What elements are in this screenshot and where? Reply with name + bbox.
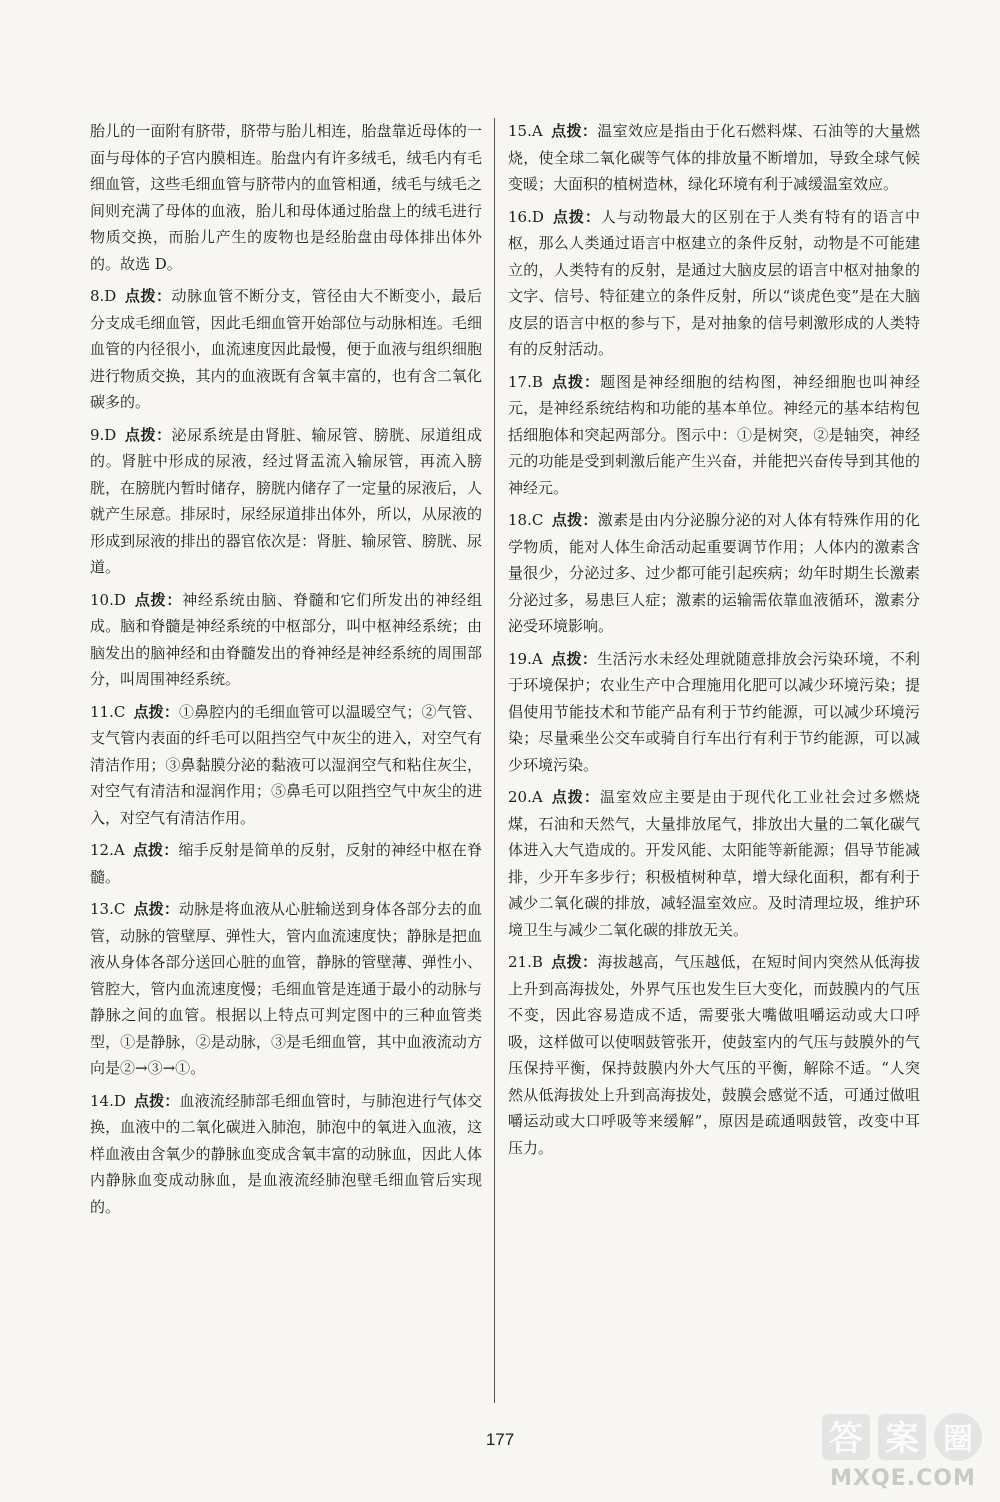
answer-explanation: 动脉血管不断分支，管径由大不断变小，最后分支成毛细血管，因此毛细血管开始部位与动脉相连。毛细血管的内径很小，血流速度因此最慢，便于血液与组织细胞进行物质交换，其内的血液既有含氧丰富的，也有含二氧化碳多的。 [90, 287, 482, 411]
hint-label: 点拨： [550, 649, 598, 668]
answer-explanation: 血液流经肺部毛细血管时，与肺泡进行气体交换，血液中的二氧化碳进入肺泡，肺泡中的氧进入血液，这样血液由含氧少的静脉血变成含氧丰富的动脉血，因此人体内静脉血变成动脉血，是血液流经肺泡壁毛细血管后实现的。 [90, 1091, 482, 1216]
hint-label: 点拨： [133, 1091, 180, 1110]
hint-label: 点拨： [550, 122, 598, 140]
answer-number: 8.D [90, 287, 117, 305]
answer-number: 12.A [90, 841, 125, 859]
answer-explanation: 温室效应主要是由于现代化工业社会过多燃烧煤，石油和天然气，大量排放尾气，排放出大量的二氧化碳气体进入大气造成的。开发风能、太阳能等新能源；倡导节能减排，少开车多步行；积极植树种草，增大绿化面积，都有利于减少二氧化碳的排放，减轻温室效应。及时清理垃圾，维护环境卫生与减少二氧化碳的排放无关。 [508, 788, 920, 939]
watermark-url: MXQE.COM [830, 1466, 976, 1491]
answer-explanation: 生活污水未经处理就随意排放会污染环境，不利于环境保护；农业生产中合理施用化肥可以减少环境污染；提倡使用节能技术和节能产品有利于节约能源，可以减少环境污染；尽量乘坐公交车或骑自行车出行有利于节约能源，可以减少环境污染。 [508, 649, 920, 774]
answer-item [508, 507, 920, 640]
answer-number: 18.C [508, 511, 544, 529]
continuation-paragraph: 胎儿的一面附有脐带，脐带与胎儿相连，胎盘靠近母体的一面与母体的子宫内膜相连。胎盘内有许多绒毛，绒毛内有毛细血管，这些毛细血管与脐带内的血管相通，绒毛与绒毛之间则充满了母体的血液，胎儿和母体通过胎盘上的绒毛进行物质交换，而胎儿产生的废物也是经胎盘由母体排出体外的。故选 D。 [90, 122, 482, 273]
answer-number: 19.A [508, 649, 543, 668]
answer-item [508, 646, 920, 779]
answer-item [90, 699, 482, 832]
hint-label: 点拨： [550, 953, 598, 971]
answer-number: 10.D [90, 590, 126, 609]
answer-number: 14.D [90, 1091, 126, 1110]
answer-item [90, 837, 482, 890]
answer-item [508, 204, 920, 363]
watermark [818, 1408, 988, 1498]
right-column [508, 118, 920, 1167]
left-answer-list [90, 283, 482, 1220]
hint-label: 点拨： [551, 207, 601, 226]
answer-explanation: 温室效应是指由于化石燃料煤、石油等的大量燃烧，使全球二氧化碳等气体的排放量不断增加，导致全球气候变暖；大面积的植树造林，绿化环境有利于减缓温室效应。 [508, 122, 920, 193]
hint-label: 点拨： [550, 788, 600, 806]
column-divider [494, 118, 495, 1403]
answer-item [508, 118, 920, 198]
answer-item [90, 1088, 482, 1221]
answer-explanation: 泌尿系统是由肾脏、输尿管、膀胱、尿道组成的。肾脏中形成的尿液，经过肾盂流入输尿管，再流入膀胱，在膀胱内暂时储存，膀胱内储存了一定量的尿液后，人就产生尿意。排尿时，尿经尿道排出体外，所以，从尿液的形成到尿液的排出的器官依次是：肾脏、输尿管、膀胱、尿道。 [90, 425, 482, 576]
answer-number: 21.B [508, 953, 543, 971]
page-number: 177 [485, 1430, 515, 1449]
answer-number: 11.C [90, 702, 126, 721]
answer-item [90, 587, 482, 693]
answer-number: 9.D [90, 425, 117, 444]
svg-text:答: 答 [829, 1419, 863, 1459]
hint-label: 点拨： [133, 590, 183, 609]
answer-item [508, 369, 920, 502]
answer-item [508, 949, 920, 1161]
answer-item [90, 896, 482, 1082]
hint-label: 点拨： [124, 425, 172, 444]
svg-text:案: 案 [885, 1419, 919, 1459]
answer-explanation: 缩手反射是简单的反射，反射的神经中枢在脊髓。 [90, 841, 482, 886]
answer-explanation: ①鼻腔内的毛细血管可以温暖空气；②气管、支气管内表面的纤毛可以阻挡空气中灰尘的进入，对空气有清洁作用；③鼻黏膜分泌的黏液可以湿润空气和粘住灰尘，对空气有清洁和湿润作用；⑤鼻毛可以阻挡空气中灰尘的进入，对空气有清洁作用。 [90, 702, 482, 827]
watermark-logo [818, 1408, 988, 1468]
hint-label: 点拨： [133, 702, 179, 721]
svg-text:圈: 圈 [943, 1422, 973, 1457]
answer-item [90, 422, 482, 581]
answer-explanation: 人与动物最大的区别在于人类有特有的语言中枢，那么人类通过语言中枢建立的条件反射，动物是不可能建立的，人类特有的反射，是通过大脑皮层的语言中枢对抽象的文字、信号、特征建立的条件反射，所以“谈虎色变”是在大脑皮层的语言中枢的参与下，是对抽象的信号刺激形成的人类特有的反射活动。 [508, 207, 920, 358]
answer-number: 13.C [90, 900, 126, 918]
answer-explanation: 激素是由内分泌腺分泌的对人体有特殊作用的化学物质，能对人体生命活动起重要调节作用；人体内的激素含量很少，分泌过多、过少都可能引起疾病；幼年时期生长激素分泌过多，易患巨人症；激素的运输需依靠血液循环，激素分泌受环境影响。 [508, 511, 920, 635]
hint-label: 点拨： [550, 372, 601, 391]
answer-explanation: 动脉是将血液从心脏输送到身体各部分去的血管，动脉的管壁厚、弹性大，管内血流速度快；静脉是把血液从身体各部分送回心脏的血管，静脉的管壁薄、弹性小、管腔大，管内血流速度慢；毛细血管是连通于最小的动脉与静脉之间的血管。根据以上特点可判定图中的三种血管类型，①是静脉，②是动脉，③是毛细血管，其中血液流动方向是②→③→①。 [90, 900, 482, 1077]
answer-item [508, 784, 920, 943]
answer-explanation: 海拔越高，气压越低，在短时间内突然从低海拔上升到高海拔处，外界气压也发生巨大变化，而鼓膜内的气压不变，因此容易造成不适，需要张大嘴做咀嚼运动或大口呼吸，这样做可以使咽鼓管张开，使鼓室内的气压与鼓膜外的气压保持平衡，保持鼓膜内外大气压的平衡，解除不适。“人突然从低海拔处上升到高海拔处，鼓膜会感觉不适，可通过做咀嚼运动或大口呼吸等来缓解”，原因是疏通咽鼓管，改变中耳压力。 [508, 953, 920, 1157]
answer-number: 20.A [508, 788, 543, 806]
answer-explanation: 题图是神经细胞的结构图，神经细胞也叫神经元，是神经系统结构和功能的基本单位。神经元的基本结构包括细胞体和突起两部分。图示中：①是树突，②是轴突，神经元的功能是受到刺激后能产生兴奋，并能把兴奋传导到其他的神经元。 [508, 372, 920, 497]
answer-explanation: 神经系统由脑、脊髓和它们所发出的神经组成。脑和脊髓是神经系统的中枢部分，叫中枢神经系统；由脑发出的脑神经和由脊髓发出的脊神经是神经系统的周围部分，叫周围神经系统。 [90, 590, 482, 688]
left-column [90, 118, 482, 1226]
right-answer-list [508, 118, 920, 1161]
hint-label: 点拨： [124, 287, 172, 305]
answer-number: 17.B [508, 372, 543, 391]
answer-number: 15.A [508, 122, 543, 140]
hint-label: 点拨： [133, 900, 179, 918]
answer-number: 16.D [508, 207, 544, 226]
hint-label: 点拨： [132, 841, 179, 859]
hint-label: 点拨： [551, 511, 598, 529]
answer-item [90, 283, 482, 416]
